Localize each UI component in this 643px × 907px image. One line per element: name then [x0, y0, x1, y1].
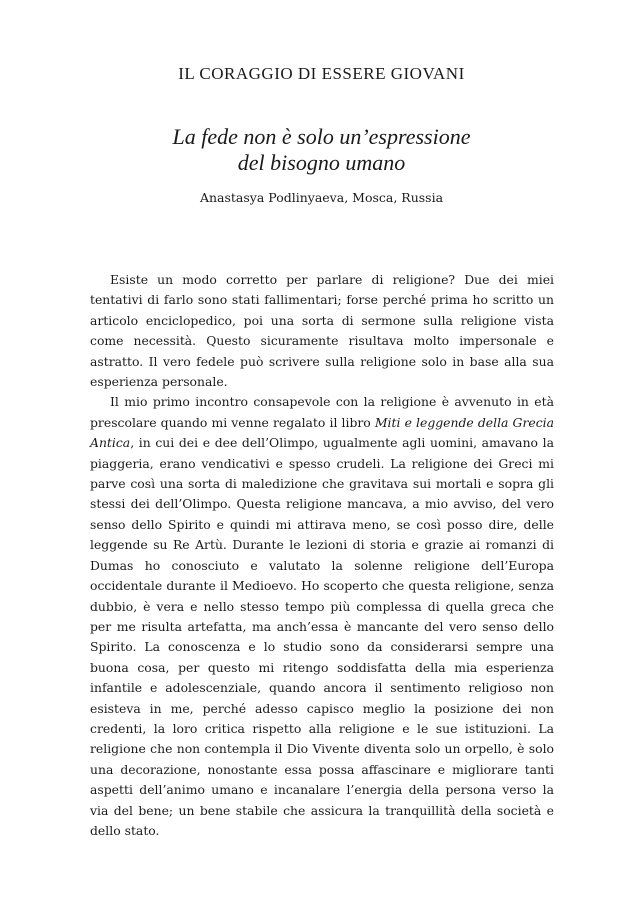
book-title: Miti e leggende della Grecia Antica	[90, 414, 554, 451]
article-author: Anastasya Podlinyaeva, Mosca, Russia	[199, 190, 444, 205]
paragraph-2-text-a: Il mio primo incontro consapevole con la religione è avvenuto in età prescolare quando mi venne regalato il libro	[90, 394, 554, 430]
running-head: IL CORAGGIO DI ESSERE GIOVANI	[178, 64, 465, 83]
paragraph-2-text-b: , in cui dei e dee dell’Olimpo, ugualmente agli uomini, amavano la piaggeria, erano vendicativi e spesso crudeli. La religione dei Greci mi parve così una sorta di maledizione che gravitava sui mortali e sopra gli stessi dei dell’Olimpo. Questa religione mancava, a mio avviso, del vero senso dello Spirito e quindi mi attirava meno, se così posso dire, delle leggende su Re Artù. Durante le lezioni di storia e grazie ai romanzi di Dumas ho conosciuto e valutato la solenne religione dell’Europa occidentale durante il Medioevo. Ho scoperto che questa religione, senza dubbio, è vera e nello stesso tempo più complessa di quella greca che per me risulta artefatta, ma anch’essa è mancante del vero senso dello Spirito. La conoscenza e lo studio sono da considerarsi sempre una buona cosa, per questo mi ritengo soddisfatta della mia esperienza infantile e adolescenziale, quando ancora il sentimento religioso non esisteva in me, perché adesso capisco meglio la posizione dei non credenti, la loro critica rispetto alla religione e le sue istituzioni. La religione che non contempla il Dio Vivente diventa solo un orpello, è solo una decorazione, nonostante essa possa affascinare e migliorare tanti aspetti dell’animo umano e incanalare l’energia della persona verso la via del bene; un bene stabile che assicura la tranquillità della società e dello stato.	[90, 435, 554, 838]
paragraph-1: Esiste un modo corretto per parlare di religione? Due dei miei tentativi di farlo sono stati fallimentari; forse perché prima ho scritto un articolo enciclopedico, poi una sorta di sermone sulla religione vista come necessità. Questo sicuramente risultava molto impersonale e astratto. Il vero fedele può scrivere sulla religione solo in base alla sua esperienza personale.	[90, 272, 554, 390]
article-title-line-2: del bisogno umano	[237, 150, 406, 175]
article-title	[0, 124, 643, 176]
article-title-line-1: La fede non è solo un’espressione	[172, 124, 471, 149]
article-body	[90, 270, 554, 841]
paragraph-2	[90, 392, 554, 841]
